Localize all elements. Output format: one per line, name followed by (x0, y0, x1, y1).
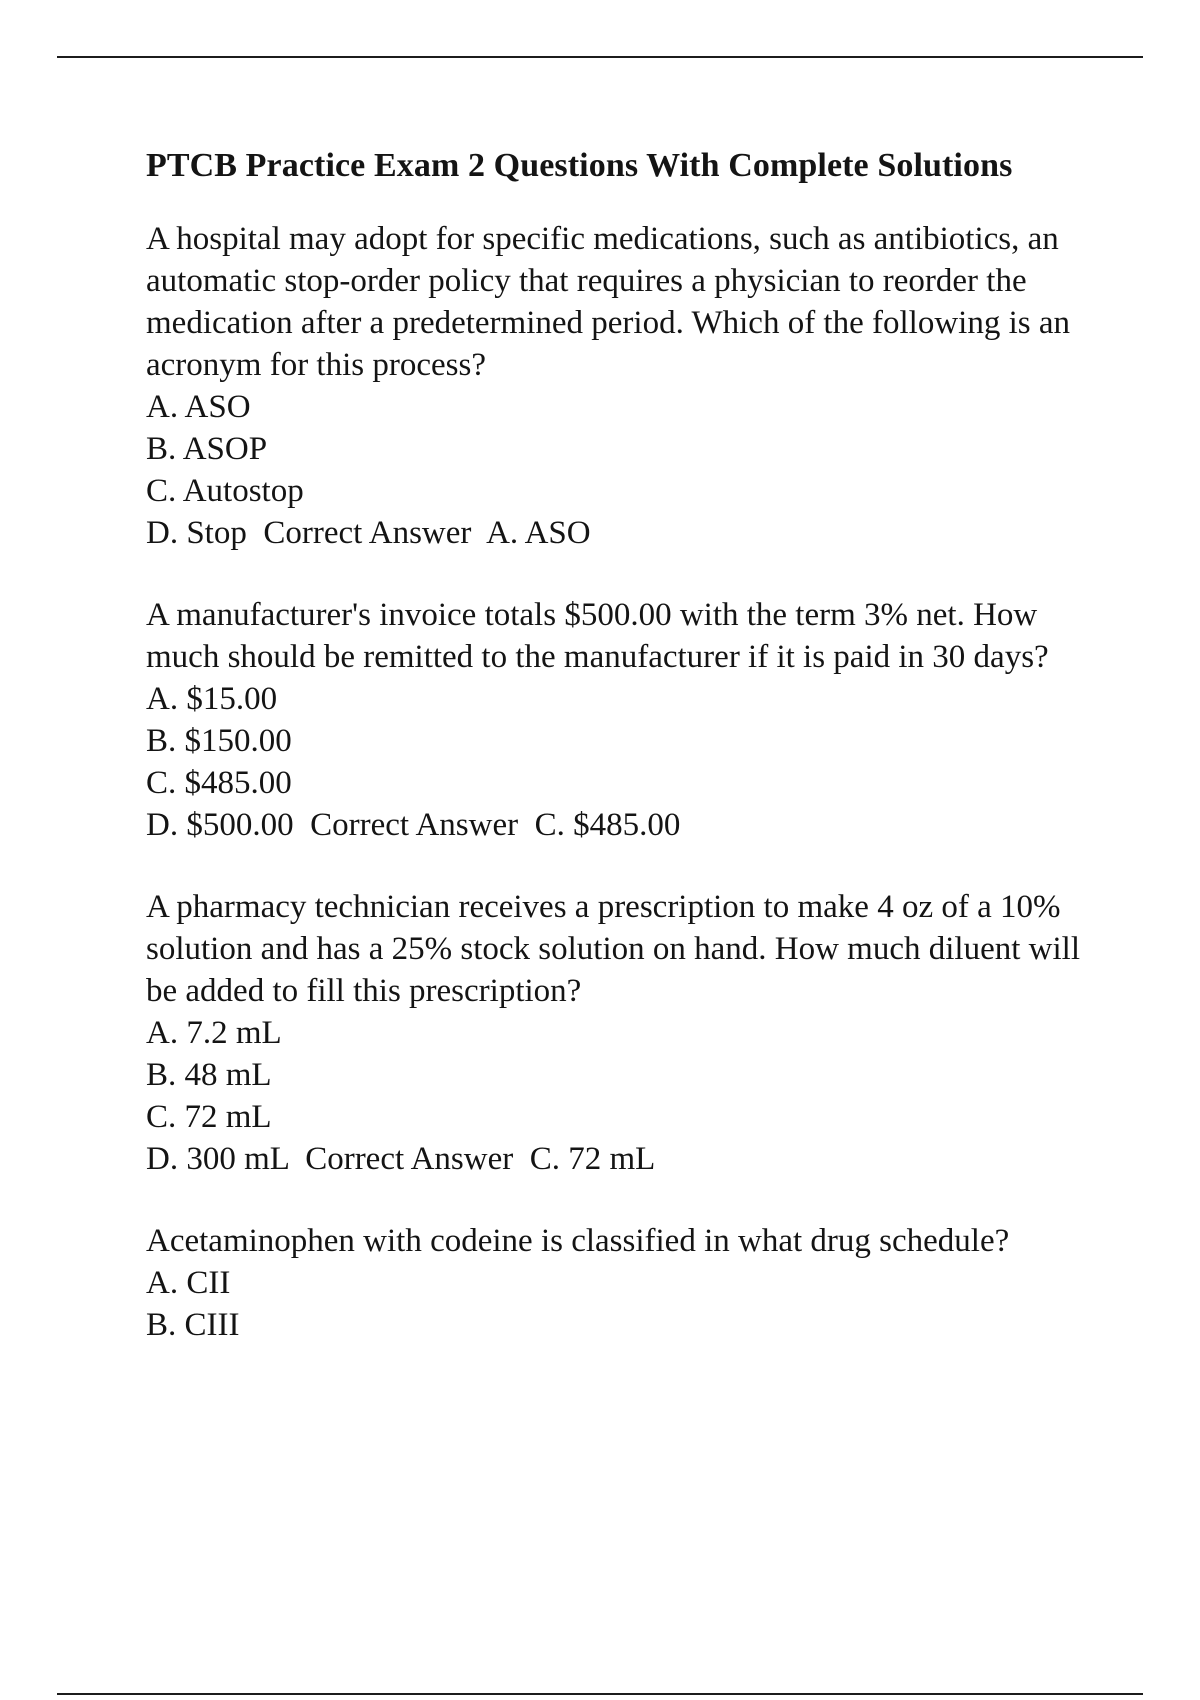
question-block (146, 886, 1096, 1180)
question-text: Acetaminophen with codeine is classified in what drug schedule? (146, 1223, 1010, 1259)
question-block (146, 594, 1096, 846)
document-body (146, 140, 1096, 1386)
option-d-with-answer (146, 1138, 1096, 1180)
option-c: C. $485.00 (146, 765, 292, 801)
correct-answer-label: Correct Answer (310, 807, 519, 843)
option-b: B. CIII (146, 1307, 240, 1343)
option-c: C. 72 mL (146, 1099, 272, 1135)
option-a: A. CII (146, 1265, 231, 1301)
option-a: A. ASO (146, 389, 251, 425)
header-divider (57, 56, 1143, 58)
question-block (146, 218, 1096, 554)
option-d: D. Stop (146, 515, 247, 551)
option-a: A. $15.00 (146, 681, 278, 717)
correct-answer-value: A. ASO (486, 515, 591, 551)
option-d-with-answer (146, 512, 1096, 554)
footer-divider (57, 1693, 1143, 1695)
document-title: PTCB Practice Exam 2 Questions With Complete Solutions (146, 147, 1013, 184)
option-d-with-answer (146, 804, 1096, 846)
option-b: B. 48 mL (146, 1057, 272, 1093)
question-block (146, 1220, 1096, 1346)
option-d: D. 300 mL (146, 1141, 289, 1177)
correct-answer-label: Correct Answer (263, 515, 472, 551)
correct-answer-value: C. $485.00 (534, 807, 681, 843)
question-text: A pharmacy technician receives a prescription to make 4 oz of a 10% solution and has a 25% stock solution on hand. How much diluent will be added to fill this prescription? (146, 889, 1080, 1009)
option-b: B. ASOP (146, 431, 268, 467)
option-c: C. Autostop (146, 473, 304, 509)
option-b: B. $150.00 (146, 723, 292, 759)
option-d: D. $500.00 (146, 807, 294, 843)
question-text: A manufacturer's invoice totals $500.00 with the term 3% net. How much should be remitted to the manufacturer if it is paid in 30 days? (146, 597, 1049, 675)
correct-answer-value: C. 72 mL (529, 1141, 656, 1177)
correct-answer-label: Correct Answer (305, 1141, 514, 1177)
question-text: A hospital may adopt for specific medications, such as antibiotics, an automatic stop-order policy that requires a physician to reorder the medication after a predetermined period. Which of the following is an acronym for this process? (146, 221, 1070, 383)
option-a: A. 7.2 mL (146, 1015, 282, 1051)
